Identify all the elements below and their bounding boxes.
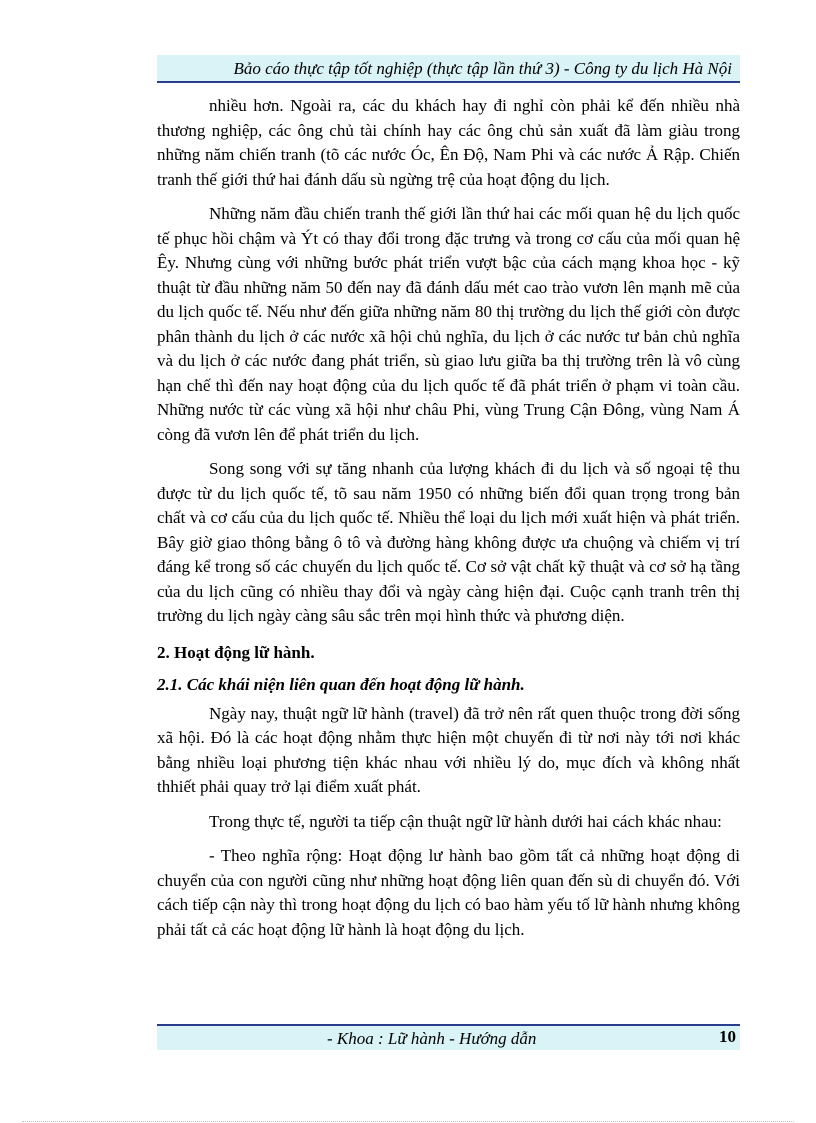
paragraph: Song song với sự tăng nhanh của lượng khách đi du lịch và số ngoại tệ thu được từ du lịch quốc tế, tõ sau năm 1950 có những biến đổi quan trọng trong bản chất và cơ cấu của du lịch quốc tế. Nhiều thể loại du lịch mới xuất hiện và phát triển. Bây giờ giao thông bằng ô tô và đường hàng không được ưa chuộng và chiếm vị trí đáng kể trong số các chuyến du lịch quốc tế. Cơ sở vật chất kỹ thuật và cơ sở hạ tầng của du lịch cũng có nhiều thay đổi và ngày càng hiện đại. Cuộc cạnh tranh trên thị trường du lịch ngày càng sâu sắc trên mọi hình thức và phương diện. [157,459,740,625]
paragraph: Những năm đầu chiến tranh thế giới lần thứ hai các mối quan hệ du lịch quốc tế phục hồi chậm và Ýt có thay đổi trong đặc trưng và trong cơ cấu của mối quan hệ Êy. Nhưng cùng với những bước phát triển vượt bậc của cách mạng khoa học - kỹ thuật từ đầu những năm 50 đến nay đã đánh dấu mét cao trào vươn lên mạnh mẽ của du lịch quốc tế. Nếu như đến giữa những năm 80 thị trường du lịch thế giới còn được phân thành du lịch ở các nước xã hội chủ nghĩa, du lịch ở các nước tư bản chủ nghĩa và du lịch ở các nước đang phát triển, sù giao lưu giữa ba thị trường trên là vô cùng hạn chế thì đến nay hoạt động của du lịch quốc tế đã phát triển ở phạm vi toàn cầu. Những nước từ các vùng xã hội như châu Phi, vùng Trung Cận Đông, vùng Nam Á còng đã vươn lên để phát triển du lịch. [157,204,740,444]
paragraph: - Theo nghĩa rộng: Hoạt động lư hành bao gồm tất cả những hoạt động di chuyển của con người cũng như những hoạt động liên quan đến sù di chuyển đó. Với cách tiếp cận này thì trong hoạt động du lịch có bao hàm yếu tố lữ hành nhưng không phải tất cả các hoạt động lữ hành là hoạt động du lịch. [157,846,740,939]
subsection-heading: 2.1. Các khái niện liên quan đến hoạt động lữ hành. [157,675,525,694]
section-heading: 2. Hoạt động lữ hành. [157,642,315,662]
header-title: Bảo cáo thực tập tốt nghiệp (thực tập lần thứ 3) - Công ty du lịch Hà Nội [233,59,732,78]
paragraph: nhiều hơn. Ngoài ra, các du khách hay đi nghỉ còn phải kể đến nhiều nhà thương nghiệp, các ông chủ tài chính hay các ông chủ sản xuất đã làm giàu trong những năm chiến tranh (tõ các nước Óc, Ên Độ, Nam Phi và các nước Ả Rập. Chiến tranh thế giới thứ hai đánh dấu sù ngừng trệ của hoạt động du lịch. [157,96,740,189]
page-footer [157,1024,740,1050]
paragraph: Ngày nay, thuật ngữ lữ hành (travel) đã trở nên rất quen thuộc trong đời sống xã hội. Đó là các hoạt động nhằm thực hiện một chuyến đi từ nơi này tới nơi khác bằng nhiều loại phương tiện khác nhau với nhiều lý do, mục đích và không nhất thhiết phải quay trở lại điểm xuất phát. [157,703,740,796]
footer-text: - Khoa : Lữ hành - Hướng dẫn [327,1029,537,1048]
page-number: 10 [719,1027,736,1046]
paragraph: Trong thực tế, người ta tiếp cận thuật ngữ lữ hành dưới hai cách khác nhau: [209,811,722,831]
page-header [157,55,740,83]
page-body [157,94,740,952]
page-edge-divider [22,1121,794,1122]
